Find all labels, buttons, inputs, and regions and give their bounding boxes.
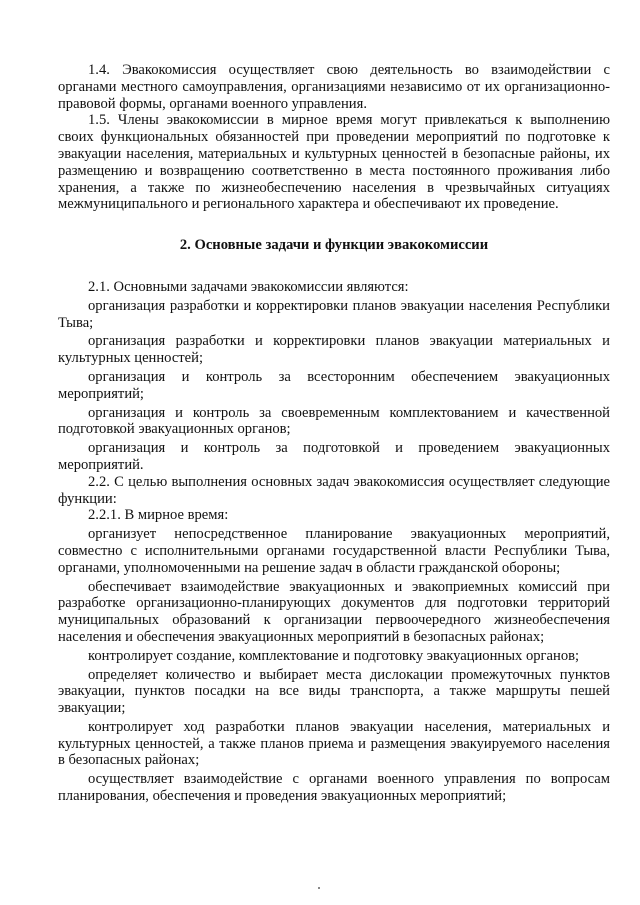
- scan-speck: [318, 887, 320, 889]
- paragraph-2-2: 2.2. С целью выполнения основных задач эвакокомиссия осуществляет следующие функции:: [58, 473, 610, 507]
- document-page: [58, 62, 610, 805]
- function-item: контролирует создание, комплектование и подготовку эвакуационных органов;: [88, 647, 580, 664]
- task-item: организация разработки и корректировки планов эвакуации материальных и культурных ценностей;: [58, 333, 610, 367]
- function-item: определяет количество и выбирает места дислокации промежуточных пунктов эвакуации, пунктов посадки на все виды транспорта, а также маршруты пешей эвакуации;: [58, 666, 610, 717]
- paragraph-1-4: 1.4. Эвакокомиссия осуществляет свою деятельность во взаимодействии с органами местного самоуправления, организациями независимо от их организационно-правовой формы, органами военного управления.: [58, 62, 610, 112]
- section-heading: 2. Основные задачи и функции эвакокомиссии: [179, 237, 489, 254]
- task-item: организация и контроль за подготовкой и проведением эвакуационных мероприятий.: [58, 440, 610, 473]
- task-item: организация и контроль за всесторонним обеспечением эвакуационных мероприятий;: [58, 368, 610, 402]
- paragraph-2-2-1: 2.2.1. В мирное время:: [88, 507, 229, 524]
- paragraph-1-5: 1.5. Члены эвакокомиссии в мирное время могут привлекаться к выполнению своих функциональных обязанностей при проведении мероприятий по подготовке к эвакуации населения, материальных и культурных ценностей в безопасные районы, их размещению и возвращению соответственно в места постоянного проживания либо хранения, а также по жизнеобеспечению населения в чрезвычайных ситуациях межмуниципального и регионального характера и обеспечивают их проведение.: [58, 112, 610, 213]
- function-item: обеспечивает взаимодействие эвакуационных и эвакоприемных комиссий при разработке организационно-планирующих документов для подготовки территорий муниципальных образований к организации первоочередного жизнеобеспечения населения и обеспечения эвакуационных мероприятий в безопасных районах;: [58, 578, 610, 645]
- function-item: контролирует ход разработки планов эвакуации населения, материальных и культурных ценностей, а также планов приема и размещения эвакуируемого населения в безопасных районах;: [58, 718, 610, 769]
- task-item: организация и контроль за своевременным комплектованием и качественной подготовкой эвакуационных органов;: [58, 404, 610, 438]
- paragraph-2-1: 2.1. Основными задачами эвакокомиссии являются:: [88, 278, 409, 295]
- function-item: осуществляет взаимодействие с органами военного управления по вопросам планирования, обеспечения и проведения эвакуационных мероприятий;: [58, 771, 610, 805]
- task-item: организация разработки и корректировки планов эвакуации населения Республики Тыва;: [58, 297, 610, 331]
- function-item: организует непосредственное планирование эвакуационных мероприятий, совместно с исполнительными органами государственной власти Республики Тыва, органами, уполномоченными на решение задач в области гражданской обороны;: [58, 526, 610, 576]
